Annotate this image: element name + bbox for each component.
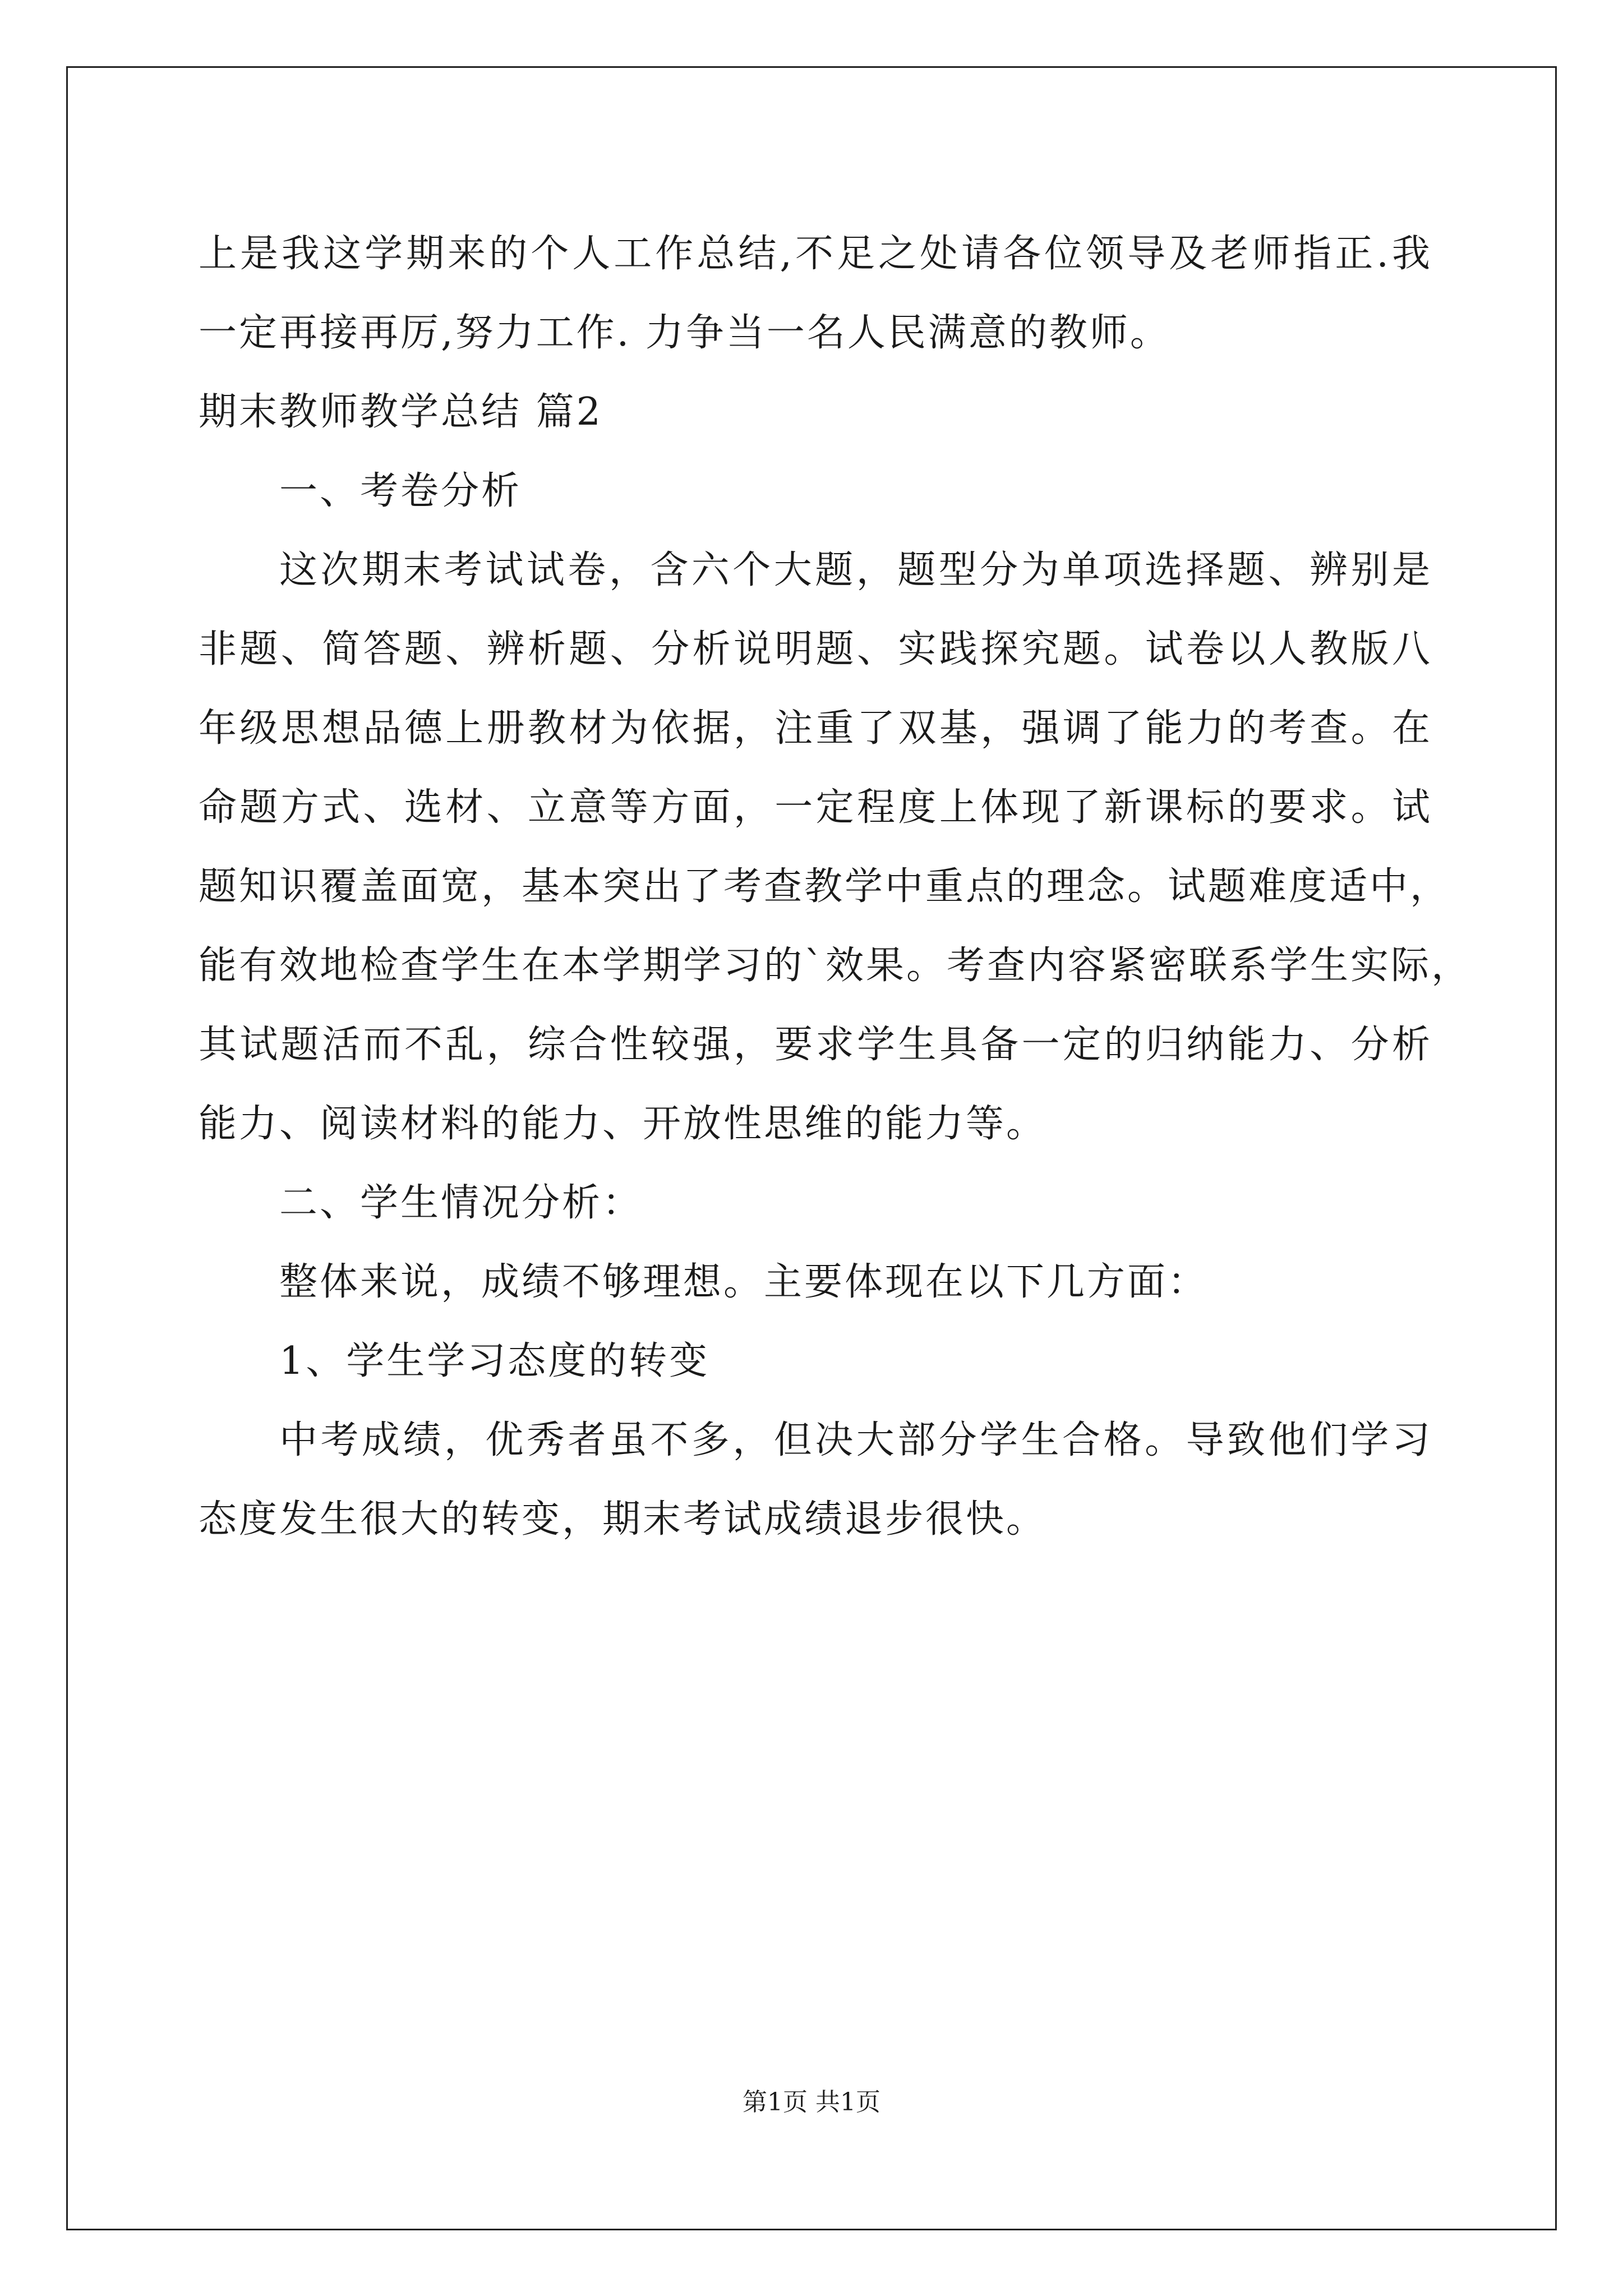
paragraph-line: 一定再接再厉,努力工作. 力争当一名人民满意的教师。: [199, 311, 1170, 355]
section-heading: 期末教师教学总结 篇2: [199, 390, 603, 434]
paragraph-line: 题知识覆盖面宽，基本突出了考查教学中重点的理念。试题难度适中，: [199, 864, 1451, 909]
paragraph-line: 命题方式、选材、立意等方面，一定程度上体现了新课标的要求。试: [199, 785, 1432, 830]
paragraph-line: 态度发生很大的转变，期末考试成绩退步很快。: [199, 1497, 1047, 1542]
paragraph-line: 上是我这学期来的个人工作总结,不足之处请各位领导及老师指正.我: [199, 232, 1432, 276]
paragraph-line: 整体来说，成绩不够理想。主要体现在以下几方面：: [279, 1260, 1209, 1304]
paragraph-line: 能有效地检查学生在本学期学习的`效果。考查内容紧密联系学生实际，: [199, 944, 1472, 988]
subsection-heading: 一、考卷分析: [279, 469, 522, 513]
subsection-heading: 二、学生情况分析：: [279, 1181, 643, 1225]
paragraph-line: 其试题活而不乱，综合性较强，要求学生具备一定的归纳能力、分析: [199, 1023, 1432, 1067]
paragraph-line: 中考成绩，优秀者虽不多，但决大部分学生合格。导致他们学习: [279, 1418, 1432, 1462]
paragraph-line: 能力、阅读材料的能力、开放性思维的能力等。: [199, 1102, 1047, 1146]
paragraph-line: 年级思想品德上册教材为依据，注重了双基，强调了能力的考查。在: [199, 706, 1432, 751]
subsection-heading: 1、学生学习态度的转变: [279, 1339, 710, 1383]
page-number: 第1页 共1页: [743, 2088, 880, 2116]
paragraph-line: 这次期末考试试卷，含六个大题，题型分为单项选择题、辨别是: [279, 548, 1432, 592]
paragraph-line: 非题、简答题、辨析题、分析说明题、实践探究题。试卷以人教版八: [199, 627, 1432, 671]
